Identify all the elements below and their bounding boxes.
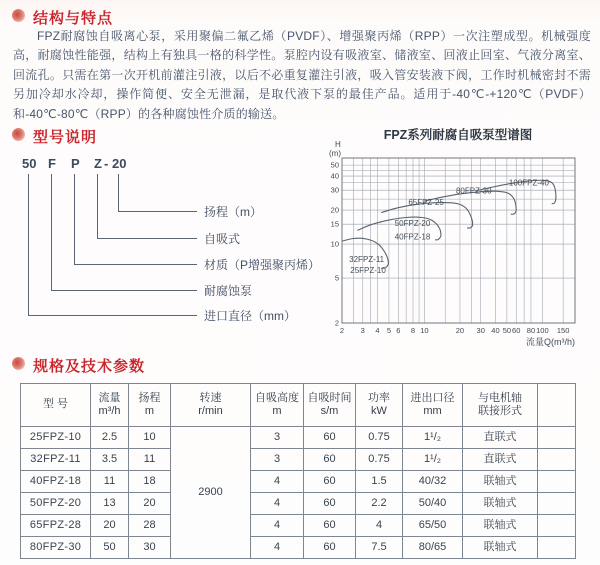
table-cell: 1.5 bbox=[356, 471, 403, 493]
chart-xtick-label: 150 bbox=[556, 326, 570, 335]
table-header-cell: 进出口径 mm bbox=[403, 384, 463, 427]
section-title-specs: 规格及技术参数 bbox=[33, 358, 146, 375]
table-header-cell: 扬程 m bbox=[129, 384, 171, 427]
chart-ytick-label: 15 bbox=[330, 219, 339, 229]
model-branch-hline bbox=[74, 264, 197, 265]
table-cell: 2.5 bbox=[91, 427, 129, 449]
table-cell: 4 bbox=[356, 515, 403, 537]
model-branch-label: 进口直径（mm） bbox=[204, 309, 296, 323]
table-cell: 20 bbox=[129, 493, 171, 515]
table-cell: 4 bbox=[251, 471, 304, 493]
table-cell bbox=[538, 427, 576, 449]
table-cell: 3.5 bbox=[91, 449, 129, 471]
table-cell: 4 bbox=[251, 493, 304, 515]
chart-xtick-label: 2 bbox=[339, 326, 345, 335]
table-cell bbox=[538, 515, 576, 537]
chart-xtick-label: 60 bbox=[512, 326, 521, 335]
chart-ytick-label: 30 bbox=[330, 185, 339, 195]
model-branch-vline bbox=[28, 174, 29, 315]
table-cell: 60 bbox=[304, 493, 356, 515]
table-row bbox=[21, 427, 576, 449]
chart-ylabel: H bbox=[335, 140, 341, 149]
table-cell: 联轴式 bbox=[463, 515, 538, 537]
table-header-cell: 与电机轴 联接形式 bbox=[463, 384, 538, 427]
table-cell: 4 bbox=[251, 537, 304, 559]
table-cell: 11 bbox=[129, 449, 171, 471]
chart-xtick-label: 30 bbox=[476, 326, 485, 335]
chart-xtick-label: 100 bbox=[536, 326, 549, 335]
model-code-part: P bbox=[71, 156, 80, 171]
specs-table bbox=[20, 383, 576, 559]
chart-xtick-label: 40 bbox=[491, 326, 500, 335]
table-cell: 直联式 bbox=[463, 449, 538, 471]
table-header-cell: 流量 m³/h bbox=[91, 384, 129, 427]
model-branch-vline bbox=[118, 174, 119, 211]
table-cell: 80/65 bbox=[403, 537, 463, 559]
table-cell: 4 bbox=[251, 515, 304, 537]
chart-xtick-label: 4 bbox=[375, 326, 380, 335]
pump-curve-label: 100FPZ-40 bbox=[508, 178, 549, 188]
table-cell: 25FPZ-10 bbox=[21, 427, 91, 449]
pump-curve-label: 40FPZ-18 bbox=[394, 232, 431, 242]
table-cell: 2.2 bbox=[356, 493, 403, 515]
features-paragraph: FPZ耐腐蚀自吸离心泵，采用聚偏二氟乙烯（PVDF）、增强聚丙烯（RPP）一次注塑成型。机械强度高，耐腐蚀性能强，结构上有独具一格的科学性。泵腔内设有吸液室、储液室、回液止回室、气液分离室、回流孔。只需在第一次开机前灌注引液，以后不必重复灌注引液，吸入管安装液下阀，工作时机械密封不需另加冷却水冷却，操作简便、安全无泄漏，是取代液下泵的最佳产品。适用于-40℃-+120℃（PVDF）和-40℃-80℃（RPP）的各种腐蚀性介质的输送。 bbox=[13, 29, 591, 121]
chart-xaxis-title: 流量Q(m³/h) bbox=[526, 337, 575, 347]
chart-ytick-label: 5 bbox=[334, 273, 339, 283]
table-cell bbox=[538, 449, 576, 471]
chart-title: FPZ系列耐腐自吸泵型谱图 bbox=[383, 128, 533, 142]
table-row bbox=[21, 471, 576, 493]
table-cell: 联轴式 bbox=[463, 493, 538, 515]
table-row bbox=[21, 449, 576, 471]
table-header-cell: 自吸时间 s/m bbox=[304, 384, 356, 427]
table-cell: 联轴式 bbox=[463, 537, 538, 559]
chart-ytick-label: 50 bbox=[330, 160, 339, 170]
pump-curve-label: 65FPZ-25 bbox=[408, 197, 444, 207]
table-cell: 10 bbox=[129, 427, 171, 449]
table-cell: 0.75 bbox=[356, 449, 403, 471]
section-bullet-icon bbox=[12, 9, 25, 22]
table-cell-speed: 2900 bbox=[171, 427, 251, 559]
pump-curve-label: 25FPZ-10 bbox=[350, 265, 386, 275]
table-cell: 50/40 bbox=[403, 493, 463, 515]
section-title-model: 型号说明 bbox=[33, 129, 98, 146]
table-cell: 65FPZ-28 bbox=[21, 515, 91, 537]
chart-xtick-label: 3 bbox=[360, 326, 365, 335]
table-cell: 18 bbox=[129, 471, 171, 493]
table-cell: 0.75 bbox=[356, 427, 403, 449]
table-cell: 50 bbox=[91, 537, 129, 559]
model-code-part: F bbox=[48, 156, 56, 171]
chart-xtick-label: 50 bbox=[502, 326, 512, 335]
table-cell: 32FPZ-11 bbox=[21, 449, 91, 471]
chart-ytick-label: 2 bbox=[334, 318, 339, 328]
section-bullet-icon bbox=[12, 128, 25, 141]
model-branch-hline bbox=[28, 315, 197, 316]
model-branch-hline bbox=[97, 238, 197, 239]
chart-xtick-label: 20 bbox=[455, 326, 465, 335]
table-cell bbox=[538, 537, 576, 559]
table-cell: 3 bbox=[251, 427, 304, 449]
model-branch-vline bbox=[97, 174, 98, 238]
table-cell: 1¹/₂ bbox=[403, 427, 463, 449]
model-code-part: - bbox=[104, 156, 109, 171]
model-code-part: Z bbox=[94, 156, 102, 171]
chart-xtick-label: 10 bbox=[420, 326, 429, 335]
table-header-cell: 自吸高度 m bbox=[251, 384, 304, 427]
table-cell: 1¹/₂ bbox=[403, 449, 463, 471]
model-branch-label: 自吸式 bbox=[204, 232, 241, 246]
table-cell: 60 bbox=[304, 471, 356, 493]
table-cell: 13 bbox=[91, 493, 129, 515]
section-bullet-icon bbox=[12, 357, 25, 370]
table-cell bbox=[538, 471, 576, 493]
model-diagram bbox=[0, 150, 345, 332]
chart-ytick-label: 20 bbox=[330, 205, 339, 215]
pump-curve-label: 50FPZ-20 bbox=[394, 219, 431, 229]
chart-xtick-label: 6 bbox=[396, 326, 401, 335]
model-branch-vline bbox=[74, 174, 75, 264]
chart-ylabel: (m) bbox=[329, 149, 341, 158]
table-cell: 7.5 bbox=[356, 537, 403, 559]
table-cell: 60 bbox=[304, 537, 356, 559]
table-cell: 60 bbox=[304, 515, 356, 537]
pump-selection-chart bbox=[325, 125, 600, 360]
table-cell: 80FPZ-30 bbox=[21, 537, 91, 559]
table-cell: 直联式 bbox=[463, 427, 538, 449]
chart-xtick-label: 5 bbox=[386, 326, 392, 335]
model-code-part: 20 bbox=[112, 156, 127, 171]
table-cell: 40/32 bbox=[403, 471, 463, 493]
table-header-cell bbox=[538, 384, 576, 427]
table-row bbox=[21, 515, 576, 537]
model-branch-vline bbox=[51, 174, 52, 290]
table-cell: 60 bbox=[304, 427, 356, 449]
table-cell: 20 bbox=[91, 515, 129, 537]
pump-curve-label: 32FPZ-11 bbox=[349, 254, 385, 264]
table-header-cell: 转速 r/min bbox=[171, 384, 251, 427]
chart-ytick-label: 10 bbox=[330, 239, 339, 249]
table-cell: 联轴式 bbox=[463, 471, 538, 493]
model-branch-label: 材质（P增强聚丙烯） bbox=[204, 258, 321, 272]
table-cell: 40FPZ-18 bbox=[21, 471, 91, 493]
pump-curve-label: 80FPZ-30 bbox=[455, 186, 492, 196]
model-branch-hline bbox=[51, 290, 197, 291]
table-cell: 28 bbox=[129, 515, 171, 537]
table-cell: 11 bbox=[91, 471, 129, 493]
model-code-part: 50 bbox=[22, 156, 37, 171]
table-cell: 30 bbox=[129, 537, 171, 559]
table-cell: 3 bbox=[251, 449, 304, 471]
table-header-cell: 功率 kW bbox=[356, 384, 403, 427]
model-branch-label: 耐腐蚀泵 bbox=[204, 284, 253, 298]
table-header-cell: 型 号 bbox=[21, 384, 91, 427]
table-row bbox=[21, 493, 576, 515]
model-branch-label: 扬程（m） bbox=[204, 205, 262, 219]
table-cell: 50FPZ-20 bbox=[21, 493, 91, 515]
model-branch-hline bbox=[118, 211, 197, 212]
table-cell: 65/50 bbox=[403, 515, 463, 537]
chart-xtick-label: 8 bbox=[410, 326, 416, 335]
table-cell bbox=[538, 493, 576, 515]
table-row bbox=[21, 537, 576, 559]
specs-table-container bbox=[20, 383, 576, 559]
chart-xtick-label: 80 bbox=[526, 326, 536, 335]
section-title-features: 结构与特点 bbox=[33, 10, 114, 27]
chart-ytick-label: 40 bbox=[330, 171, 339, 181]
table-cell: 60 bbox=[304, 449, 356, 471]
